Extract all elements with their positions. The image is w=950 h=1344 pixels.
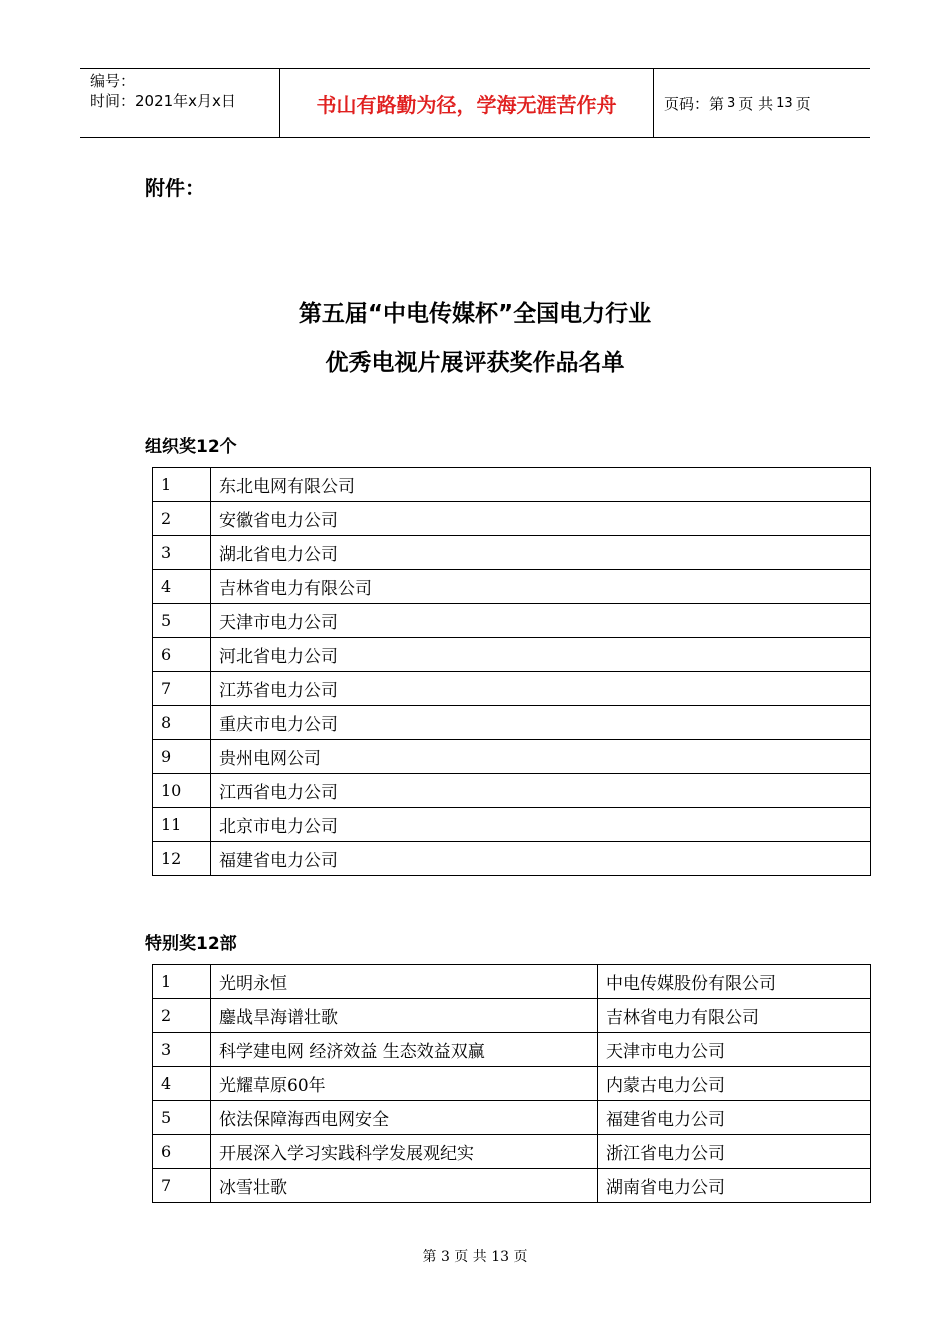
page-footer: 第 3 页 共 13 页	[422, 1249, 528, 1265]
organization-name: 吉林省电力有限公司	[211, 570, 871, 604]
table-row	[153, 706, 871, 740]
page-current: 3	[727, 95, 736, 111]
table-row	[153, 604, 871, 638]
row-number: 10	[153, 774, 211, 808]
table-row	[153, 468, 871, 502]
table-row	[153, 808, 871, 842]
row-number: 1	[153, 468, 211, 502]
special-award-heading: 特别奖12部	[145, 934, 237, 954]
page-total: 13	[776, 95, 793, 111]
page-mid: 页 共	[738, 94, 774, 113]
organization-name: 福建省电力公司	[211, 842, 871, 876]
page-prefix: 页码：第	[664, 94, 725, 113]
table-row	[153, 1135, 871, 1169]
organization-name: 江苏省电力公司	[211, 672, 871, 706]
organization-award-table	[152, 467, 871, 876]
row-number: 9	[153, 740, 211, 774]
organization-name: 内蒙古电力公司	[598, 1067, 871, 1101]
organization-name: 湖南省电力公司	[598, 1169, 871, 1203]
row-number: 7	[153, 672, 211, 706]
row-number: 3	[153, 1033, 211, 1067]
work-title: 依法保障海西电网安全	[211, 1101, 598, 1135]
header-page-info	[654, 69, 870, 137]
work-title: 冰雪壮歌	[211, 1169, 598, 1203]
row-number: 5	[153, 1101, 211, 1135]
time-label: 时间：2021年x月x日	[90, 92, 236, 110]
organization-name: 江西省电力公司	[211, 774, 871, 808]
row-number: 2	[153, 999, 211, 1033]
organization-name: 北京市电力公司	[211, 808, 871, 842]
table-row	[153, 999, 871, 1033]
organization-name: 贵州电网公司	[211, 740, 871, 774]
row-number: 4	[153, 570, 211, 604]
organization-name: 中电传媒股份有限公司	[598, 965, 871, 999]
header-motto: 书山有路勤为径，学海无涯苦作舟	[280, 69, 654, 137]
table-row	[153, 1067, 871, 1101]
work-title: 光明永恒	[211, 965, 598, 999]
organization-name: 浙江省电力公司	[598, 1135, 871, 1169]
header-table	[80, 68, 870, 138]
row-number: 6	[153, 1135, 211, 1169]
row-number: 5	[153, 604, 211, 638]
row-number: 3	[153, 536, 211, 570]
organization-name: 福建省电力公司	[598, 1101, 871, 1135]
attachment-label: 附件：	[145, 176, 205, 200]
organization-name: 吉林省电力有限公司	[598, 999, 871, 1033]
document-title-line1: 第五届“中电传媒杯”全国电力行业	[298, 301, 652, 327]
organization-award-heading: 组织奖12个	[145, 437, 237, 457]
row-number: 1	[153, 965, 211, 999]
work-title: 鏖战旱海谱壮歌	[211, 999, 598, 1033]
organization-name: 重庆市电力公司	[211, 706, 871, 740]
organization-name: 天津市电力公司	[211, 604, 871, 638]
table-row	[153, 570, 871, 604]
table-row	[153, 1033, 871, 1067]
row-number: 8	[153, 706, 211, 740]
row-number: 4	[153, 1067, 211, 1101]
row-number: 12	[153, 842, 211, 876]
table-row	[153, 965, 871, 999]
number-label: 编号：	[90, 72, 136, 90]
table-row	[153, 536, 871, 570]
work-title: 开展深入学习实践科学发展观纪实	[211, 1135, 598, 1169]
organization-name: 东北电网有限公司	[211, 468, 871, 502]
organization-name: 河北省电力公司	[211, 638, 871, 672]
row-number: 11	[153, 808, 211, 842]
table-row	[153, 774, 871, 808]
table-row	[153, 502, 871, 536]
organization-name: 天津市电力公司	[598, 1033, 871, 1067]
work-title: 光耀草原60年	[211, 1067, 598, 1101]
table-row	[153, 1169, 871, 1203]
row-number: 6	[153, 638, 211, 672]
page-suffix: 页	[795, 94, 811, 113]
table-row	[153, 672, 871, 706]
table-row	[153, 638, 871, 672]
work-title: 科学建电网 经济效益 生态效益双赢	[211, 1033, 598, 1067]
special-award-table	[152, 964, 871, 1203]
row-number: 7	[153, 1169, 211, 1203]
row-number: 2	[153, 502, 211, 536]
organization-name: 湖北省电力公司	[211, 536, 871, 570]
table-row	[153, 842, 871, 876]
header-meta	[80, 69, 280, 137]
table-row	[153, 740, 871, 774]
table-row	[153, 1101, 871, 1135]
document-title-line2: 优秀电视片展评获奖作品名单	[325, 350, 625, 376]
organization-name: 安徽省电力公司	[211, 502, 871, 536]
